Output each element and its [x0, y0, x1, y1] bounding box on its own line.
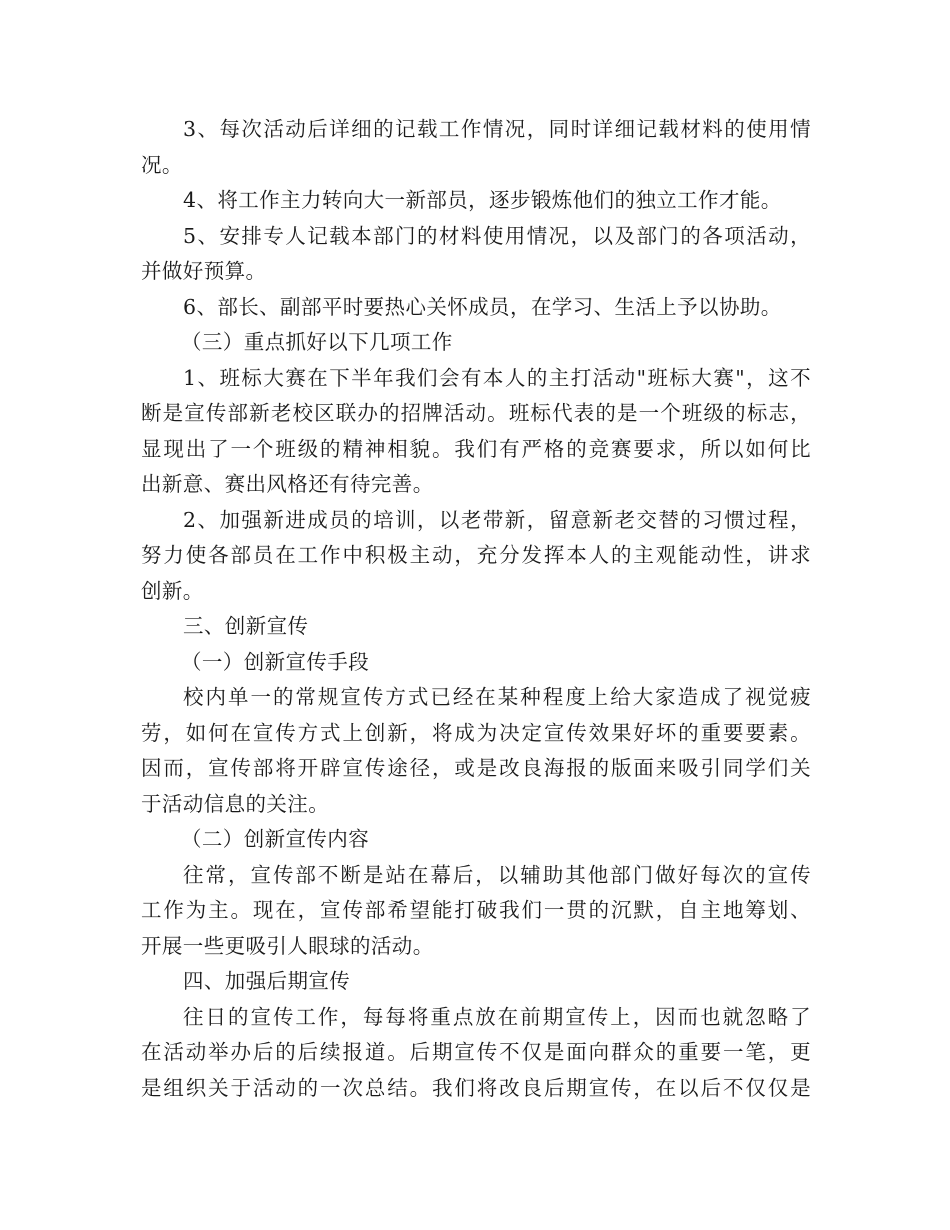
document-body — [141, 112, 811, 1106]
text-line: 努力使各部员在工作中积极主动，充分发挥本人的主观能动性，讲求 — [141, 543, 811, 567]
text-line: 断是宣传部新老校区联办的招牌活动。班标代表的是一个班级的标志， — [141, 401, 811, 425]
text-line: 往常，宣传部不断是站在幕后，以辅助其他部门做好每次的宣传 — [183, 862, 811, 887]
text-line: 在活动举办后的后续报道。后期宣传不仅是面向群众的重要一笔，更 — [141, 1040, 811, 1064]
text-line: 工作为主。现在，宣传部希望能打破我们一贯的沉默，自主地筹划、 — [141, 898, 811, 922]
text-line: （三）重点抓好以下几项工作 — [181, 330, 453, 354]
text-line: （一）创新宣传手段 — [181, 649, 370, 674]
text-line: 开展一些更吸引人眼球的活动。 — [141, 933, 434, 958]
text-line: 校内单一的常规宣传方式已经在某种程度上给大家造成了视觉疲 — [183, 685, 811, 709]
text-line: 创新。 — [141, 578, 204, 603]
text-line: 6、部长、副部平时要热心关怀成员，在学习、生活上予以协助。 — [183, 294, 782, 319]
text-line: 往日的宣传工作，每每将重点放在前期宣传上，因而也就忽略了 — [183, 1004, 811, 1029]
text-line: 1、班标大赛在下半年我们会有本人的主打活动"班标大赛"，这不 — [183, 365, 811, 390]
text-line: 劳，如何在宣传方式上创新，将成为决定宣传效果好坏的重要要素。 — [141, 720, 811, 745]
text-line: 4、将工作主力转向大一新部员，逐步锻炼他们的独立工作才能。 — [183, 188, 782, 212]
text-line: 于活动信息的关注。 — [141, 791, 330, 816]
text-line: 并做好预算。 — [141, 259, 267, 283]
text-line: 出新意、赛出风格还有待完善。 — [141, 472, 434, 496]
text-line: 3、每次活动后详细的记载工作情况，同时详细记载材料的使用情 — [183, 117, 811, 141]
text-line: 三、创新宣传 — [183, 614, 309, 638]
text-line: 因而，宣传部将开辟宣传途径，或是改良海报的版面来吸引同学们关 — [141, 756, 811, 780]
text-line: 四、加强后期宣传 — [183, 969, 351, 993]
text-line: （二）创新宣传内容 — [181, 827, 370, 851]
text-line: 是组织关于活动的一次总结。我们将改良后期宣传，在以后不仅仅是 — [141, 1075, 811, 1100]
text-line: 况。 — [141, 152, 183, 177]
text-line: 显现出了一个班级的精神相貌。我们有严格的竞赛要求，所以如何比 — [141, 436, 811, 461]
text-line: 2、加强新进成员的培训，以老带新，留意新老交替的习惯过程， — [183, 507, 811, 532]
text-line: 5、安排专人记载本部门的材料使用情况，以及部门的各项活动， — [183, 223, 811, 248]
